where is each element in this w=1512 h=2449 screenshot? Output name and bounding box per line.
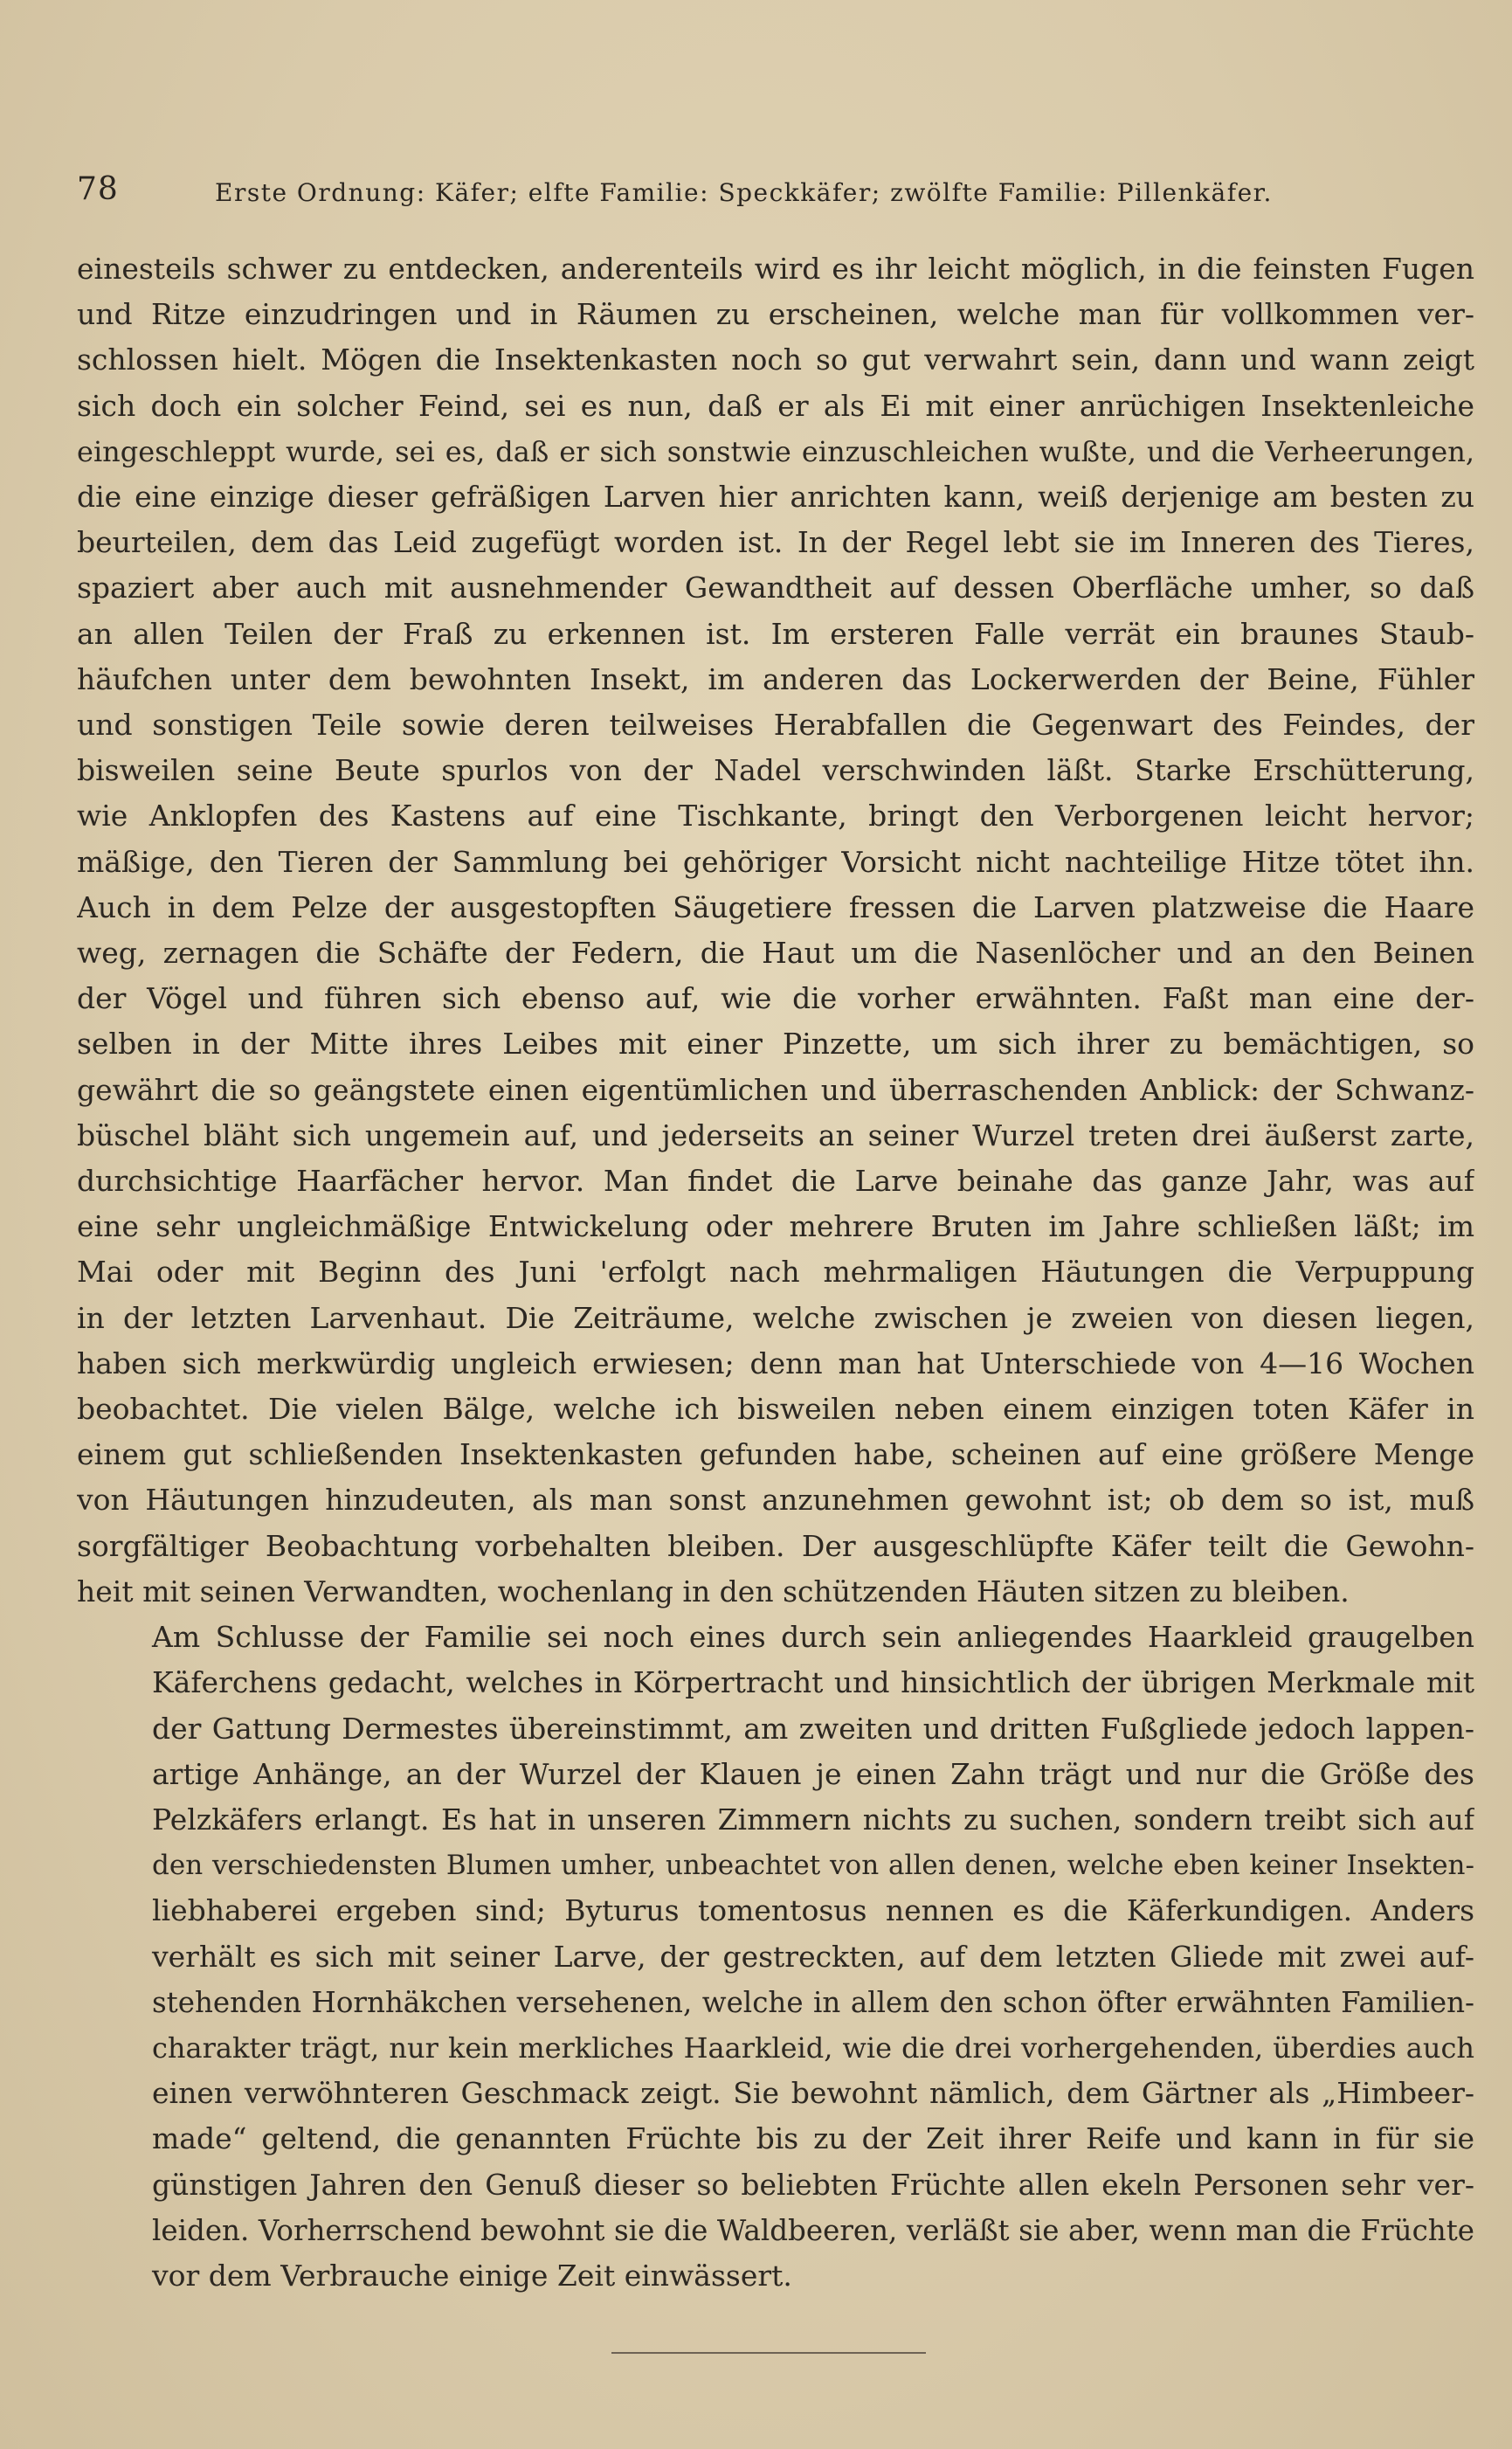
paragraph-1 — [77, 246, 1474, 1615]
text-line: günstigen Jahren den Genuß dieser so beliebten Früchte allen ekeln Personen sehr ver- — [152, 2167, 1474, 2202]
text-line: liebhaberei ergeben sind; Byturus tomentosus nennen es die Käferkundigen. Anders — [152, 1893, 1474, 1928]
text-line: weg, zernagen die Schäfte der Federn, die Haut um die Nasenlöcher und an den Beinen — [77, 936, 1474, 971]
text-line: der Gattung Dermestes übereinstimmt, am zweiten und dritten Fußgliede jedoch lappen- — [152, 1711, 1474, 1746]
text-line: Käferchens gedacht, welches in Körpertracht und hinsichtlich der übrigen Merkmale mit — [152, 1665, 1474, 1700]
text-line: eingeschleppt wurde, sei es, daß er sich sonstwie einzuschleichen wußte, und die Verheerungen, — [77, 434, 1474, 468]
page-number: 78 — [77, 171, 119, 207]
text-line: der Vögel und führen sich ebenso auf, wie die vorher erwähnten. Faßt man eine der- — [77, 981, 1474, 1016]
text-line: haben sich merkwürdig ungleich erwiesen; denn man hat Unterschiede von 4—16 Wochen — [77, 1346, 1474, 1380]
running-head: Erste Ordnung: Käfer; elfte Familie: Speckkäfer; zwölfte Familie: Pillenkäfer. — [215, 178, 1273, 207]
text-line: sich doch ein solcher Feind, sei es nun, daß er als Ei mit einer anrüchigen Insektenleiche — [77, 388, 1474, 423]
text-line: schlossen hielt. Mögen die Insektenkasten noch so gut verwahrt sein, dann und wann zeigt — [77, 342, 1474, 377]
text-line: mäßige, den Tieren der Sammlung bei gehöriger Vorsicht nicht nachteilige Hitze tötet ihn. — [77, 844, 1474, 879]
paragraph-2 — [77, 1615, 1474, 2299]
text-line: eine sehr ungleichmäßige Entwickelung oder mehrere Bruten im Jahre schließen läßt; im — [77, 1209, 1474, 1244]
text-line: den verschiedensten Blumen umher, unbeachtet von allen denen, welche eben keiner Insekten- — [152, 1850, 1474, 1882]
page-header — [77, 171, 1475, 217]
text-line: artige Anhänge, an der Wurzel der Klauen je einen Zahn trägt und nur die Größe des — [152, 1756, 1474, 1791]
text-line: beurteilen, dem das Leid zugefügt worden ist. In der Regel lebt sie im Inneren des Tieres, — [77, 525, 1474, 560]
text-line: vor dem Verbrauche einige Zeit einwässert. — [152, 2258, 792, 2293]
text-line: selben in der Mitte ihres Leibes mit einer Pinzette, um sich ihrer zu bemächtigen, so — [77, 1027, 1474, 1062]
text-line: spaziert aber auch mit ausnehmender Gewandtheit auf dessen Oberfläche umher, so daß — [77, 571, 1474, 605]
text-line: einen verwöhnteren Geschmack zeigt. Sie bewohnt nämlich, dem Gärtner als „Himbeer- — [152, 2076, 1474, 2111]
text-line: Mai oder mit Beginn des Juni 'erfolgt nach mehrmaligen Häutungen die Verpuppung — [77, 1255, 1474, 1290]
text-line: einem gut schließenden Insektenkasten gefunden habe, scheinen auf eine größere Menge — [77, 1437, 1474, 1472]
text-line: heit mit seinen Verwandten, wochenlang in den schützenden Häuten sitzen zu bleiben. — [77, 1574, 1350, 1608]
text-line: einesteils schwer zu entdecken, anderenteils wird es ihr leicht möglich, in die feinsten Fugen — [77, 252, 1474, 286]
text-line: die eine einzige dieser gefräßigen Larven hier anrichten kann, weiß derjenige am besten zu — [77, 480, 1474, 515]
text-line: an allen Teilen der Fraß zu erkennen ist. Im ersteren Falle verrät ein braunes Staub- — [77, 616, 1474, 651]
body-text — [77, 246, 1474, 2299]
text-line: Pelzkäfers erlangt. Es hat in unseren Zimmern nichts zu suchen, sondern treibt sich auf — [152, 1802, 1474, 1837]
text-line: sorgfältiger Beobachtung vorbehalten bleiben. Der ausgeschlüpfte Käfer teilt die Gewohn- — [77, 1528, 1474, 1563]
text-line: bisweilen seine Beute spurlos von der Nadel verschwinden läßt. Starke Erschütterung, — [77, 753, 1474, 788]
text-line: von Häutungen hinzudeuten, als man sonst anzunehmen gewohnt ist; ob dem so ist, muß — [77, 1483, 1474, 1518]
text-line: häufchen unter dem bewohnten Insekt, im anderen das Lockerwerden der Beine, Fühler — [77, 661, 1474, 696]
text-line: Am Schlusse der Familie sei noch eines durch sein anliegendes Haarkleid graugelben — [152, 1620, 1474, 1655]
text-line: durchsichtige Haarfächer hervor. Man findet die Larve beinahe das ganze Jahr, was auf — [77, 1164, 1474, 1199]
end-rule — [611, 2352, 926, 2354]
text-line: wie Anklopfen des Kastens auf eine Tischkante, bringt den Verborgenen leicht hervor; — [77, 799, 1474, 834]
text-line: leiden. Vorherrschend bewohnt sie die Waldbeeren, verläßt sie aber, wenn man die Früchte — [152, 2213, 1474, 2247]
text-line: verhält es sich mit seiner Larve, der gestreckten, auf dem letzten Gliede mit zwei auf- — [152, 1939, 1474, 1974]
text-line: und sonstigen Teile sowie deren teilweises Herabfallen die Gegenwart des Feindes, der — [77, 708, 1474, 743]
text-line: Auch in dem Pelze der ausgestopften Säugetiere fressen die Larven platzweise die Haare — [77, 889, 1474, 924]
text-line: charakter trägt, nur kein merkliches Haarkleid, wie die drei vorhergehenden, überdies auch — [152, 2030, 1474, 2065]
text-line: in der letzten Larvenhaut. Die Zeiträume, welche zwischen je zweien von diesen liegen, — [77, 1300, 1474, 1335]
text-line: beobachtet. Die vielen Bälge, welche ich bisweilen neben einem einzigen toten Käfer in — [77, 1392, 1474, 1427]
text-line: büschel bläht sich ungemein auf, und jederseits an seiner Wurzel treten drei äußerst zarte, — [77, 1117, 1474, 1152]
text-line: gewährt die so geängstete einen eigentümlichen und überraschenden Anblick: der Schwanz- — [77, 1072, 1474, 1107]
text-line: und Ritze einzudringen und in Räumen zu erscheinen, welche man für vollkommen ver- — [77, 297, 1474, 332]
text-line: made“ geltend, die genannten Früchte bis zu der Zeit ihrer Reife und kann in für sie — [152, 2121, 1474, 2156]
text-line: stehenden Hornhäkchen versehenen, welche in allem den schon öfter erwähnten Familien- — [152, 1985, 1474, 2019]
